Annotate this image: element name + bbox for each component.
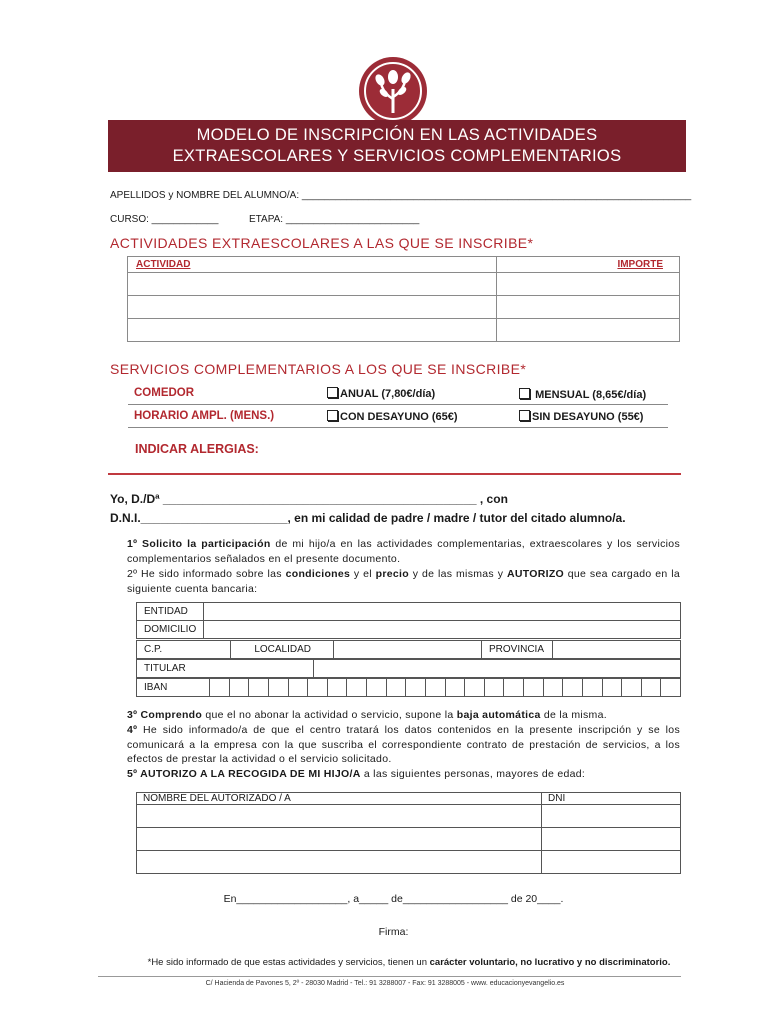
authorized-persons-table xyxy=(136,792,681,874)
divider xyxy=(128,427,668,428)
iban-digit-input[interactable] xyxy=(210,679,230,697)
activities-section-title: ACTIVIDADES EXTRAESCOLARES A LAS QUE SE INSCRIBE* xyxy=(110,235,534,251)
checkbox-icon[interactable] xyxy=(327,387,338,398)
iban-label: IBAN xyxy=(137,679,210,697)
declarant-name-field[interactable]: Yo, D./Dª _______________________________________________ , con xyxy=(110,492,508,506)
amount-cell[interactable] xyxy=(497,296,680,319)
cp-label: C.P. xyxy=(137,641,231,659)
checkbox-icon[interactable] xyxy=(519,388,530,399)
activity-cell[interactable] xyxy=(128,273,497,296)
anual-option[interactable]: ANUAL (7,80€/día) xyxy=(327,387,435,400)
signature-label: Firma: xyxy=(378,926,409,938)
form-title-line2: EXTRAESCOLARES Y SERVICIOS COMPLEMENTARIOS xyxy=(172,147,622,165)
authorized-dni-cell[interactable] xyxy=(542,828,681,851)
activity-cell[interactable] xyxy=(128,296,497,319)
iban-digit-input[interactable] xyxy=(425,679,445,697)
localidad-input[interactable] xyxy=(334,641,482,659)
clause-2: 2º He sido informado sobre las condiciones y el precio y de las mismas y AUTORIZO que sea cargado en la siguiente cuenta bancaria: xyxy=(127,568,680,595)
allergies-label[interactable]: INDICAR ALERGIAS: xyxy=(135,442,259,456)
clause-4: 4º He sido informado/a de que el centro tratará los datos contenidos en la presente inscripción y se los comunicará a la empresa con la que suscriba el correspondiente contrato de prestación de servicios, a los efectos de prestar la actividad o el servicio solicitado. xyxy=(127,724,680,765)
iban-digit-input[interactable] xyxy=(524,679,544,697)
clause-3: 3º Comprendo que el no abonar la actividad o servicio, supone la baja automática de la misma. xyxy=(127,709,607,721)
authorized-dni-cell[interactable] xyxy=(542,805,681,828)
domicilio-input[interactable] xyxy=(204,621,681,639)
authorized-dni-header: DNI xyxy=(542,793,681,805)
iban-digit-input[interactable] xyxy=(641,679,661,697)
amount-cell[interactable] xyxy=(497,319,680,342)
student-name-field[interactable]: APELLIDOS y NOMBRE DEL ALUMNO/A: ______________________________________________________________________ xyxy=(110,190,692,201)
footer-divider xyxy=(98,976,681,977)
iban-digit-input[interactable] xyxy=(268,679,288,697)
authorized-name-header: NOMBRE DEL AUTORIZADO / A xyxy=(137,793,542,805)
form-title-line1: MODELO DE INSCRIPCIÓN EN LAS ACTIVIDADES xyxy=(196,126,598,144)
bank-location-table xyxy=(136,640,681,659)
school-logo-icon xyxy=(357,55,429,127)
table-row xyxy=(137,805,681,828)
divider xyxy=(108,473,681,475)
iban-digit-input[interactable] xyxy=(347,679,367,697)
table-row xyxy=(137,851,681,874)
iban-digit-input[interactable] xyxy=(504,679,524,697)
divider xyxy=(128,404,668,405)
table-row xyxy=(137,828,681,851)
amount-column-header: IMPORTE xyxy=(497,257,680,273)
table-row xyxy=(128,273,680,296)
domicilio-label: DOMICILIO xyxy=(137,621,204,639)
localidad-label: LOCALIDAD xyxy=(231,641,334,659)
iban-digit-input[interactable] xyxy=(386,679,406,697)
authorized-name-cell[interactable] xyxy=(137,828,542,851)
clause-5: 5º AUTORIZO A LA RECOGIDA DE MI HIJO/A a las siguientes personas, mayores de edad: xyxy=(127,768,586,780)
stage-field[interactable]: ETAPA: ________________________ xyxy=(249,214,420,225)
iban-table xyxy=(136,678,681,697)
authorized-dni-cell[interactable] xyxy=(542,851,681,874)
footer-contact: C/ Hacienda de Pavones 5, 2º - 28030 Madrid - Tel.: 91 3288007 - Fax: 91 3288005 - www. educacionyevangelio.es xyxy=(205,980,565,987)
table-row xyxy=(128,296,680,319)
checkbox-icon[interactable] xyxy=(327,410,338,421)
titular-label: TITULAR xyxy=(137,660,314,678)
course-field[interactable]: CURSO: ____________ xyxy=(110,214,219,225)
activity-cell[interactable] xyxy=(128,319,497,342)
con-desayuno-option[interactable]: CON DESAYUNO (65€) xyxy=(327,410,458,423)
date-place-field[interactable]: En___________________, a_____ de__________________ de 20____. xyxy=(223,893,564,905)
iban-digit-input[interactable] xyxy=(465,679,485,697)
iban-digit-input[interactable] xyxy=(327,679,347,697)
declarant-dni-field[interactable]: D.N.I.______________________, en mi calidad de padre / madre / tutor del citado alumno/a. xyxy=(110,511,626,525)
provincia-input[interactable] xyxy=(553,641,681,659)
mensual-option[interactable]: MENSUAL (8,65€/día) xyxy=(519,388,646,401)
table-row xyxy=(128,319,680,342)
horario-label: HORARIO AMPL. (MENS.) xyxy=(134,410,275,422)
bank-account-table xyxy=(136,602,681,639)
iban-digit-input[interactable] xyxy=(406,679,426,697)
activity-column-header: ACTIVIDAD xyxy=(128,257,497,273)
form-title-banner xyxy=(108,120,686,172)
iban-digit-input[interactable] xyxy=(622,679,642,697)
comedor-label: COMEDOR xyxy=(134,387,195,399)
bank-holder-table xyxy=(136,659,681,678)
iban-digit-input[interactable] xyxy=(602,679,622,697)
voluntary-note: *He sido informado de que estas actividades y servicios, tienen un carácter voluntario, no lucrativo y no discriminatorio. xyxy=(147,957,671,968)
services-section-title: SERVICIOS COMPLEMENTARIOS A LOS QUE SE INSCRIBE* xyxy=(110,361,527,377)
iban-digit-input[interactable] xyxy=(367,679,387,697)
entidad-input[interactable] xyxy=(204,603,681,621)
iban-digit-input[interactable] xyxy=(308,679,328,697)
iban-digit-input[interactable] xyxy=(582,679,602,697)
iban-digit-input[interactable] xyxy=(288,679,308,697)
sin-desayuno-option[interactable]: SIN DESAYUNO (55€) xyxy=(519,410,643,423)
iban-digit-input[interactable] xyxy=(229,679,249,697)
iban-digit-input[interactable] xyxy=(563,679,583,697)
iban-digit-input[interactable] xyxy=(484,679,504,697)
checkbox-icon[interactable] xyxy=(519,410,530,421)
authorized-name-cell[interactable] xyxy=(137,851,542,874)
provincia-label: PROVINCIA xyxy=(482,641,553,659)
iban-digit-input[interactable] xyxy=(249,679,269,697)
iban-digit-input[interactable] xyxy=(445,679,465,697)
titular-input[interactable] xyxy=(314,660,681,678)
clause-1: 1º Solicito la participación de mi hijo/a en las actividades complementarias, extraescolares y los servicios complementarios señalados en el presente documento. xyxy=(127,538,680,565)
activities-table xyxy=(127,256,680,342)
entidad-label: ENTIDAD xyxy=(137,603,204,621)
iban-digit-input[interactable] xyxy=(543,679,563,697)
amount-cell[interactable] xyxy=(497,273,680,296)
authorized-name-cell[interactable] xyxy=(137,805,542,828)
iban-digit-input[interactable] xyxy=(661,679,681,697)
